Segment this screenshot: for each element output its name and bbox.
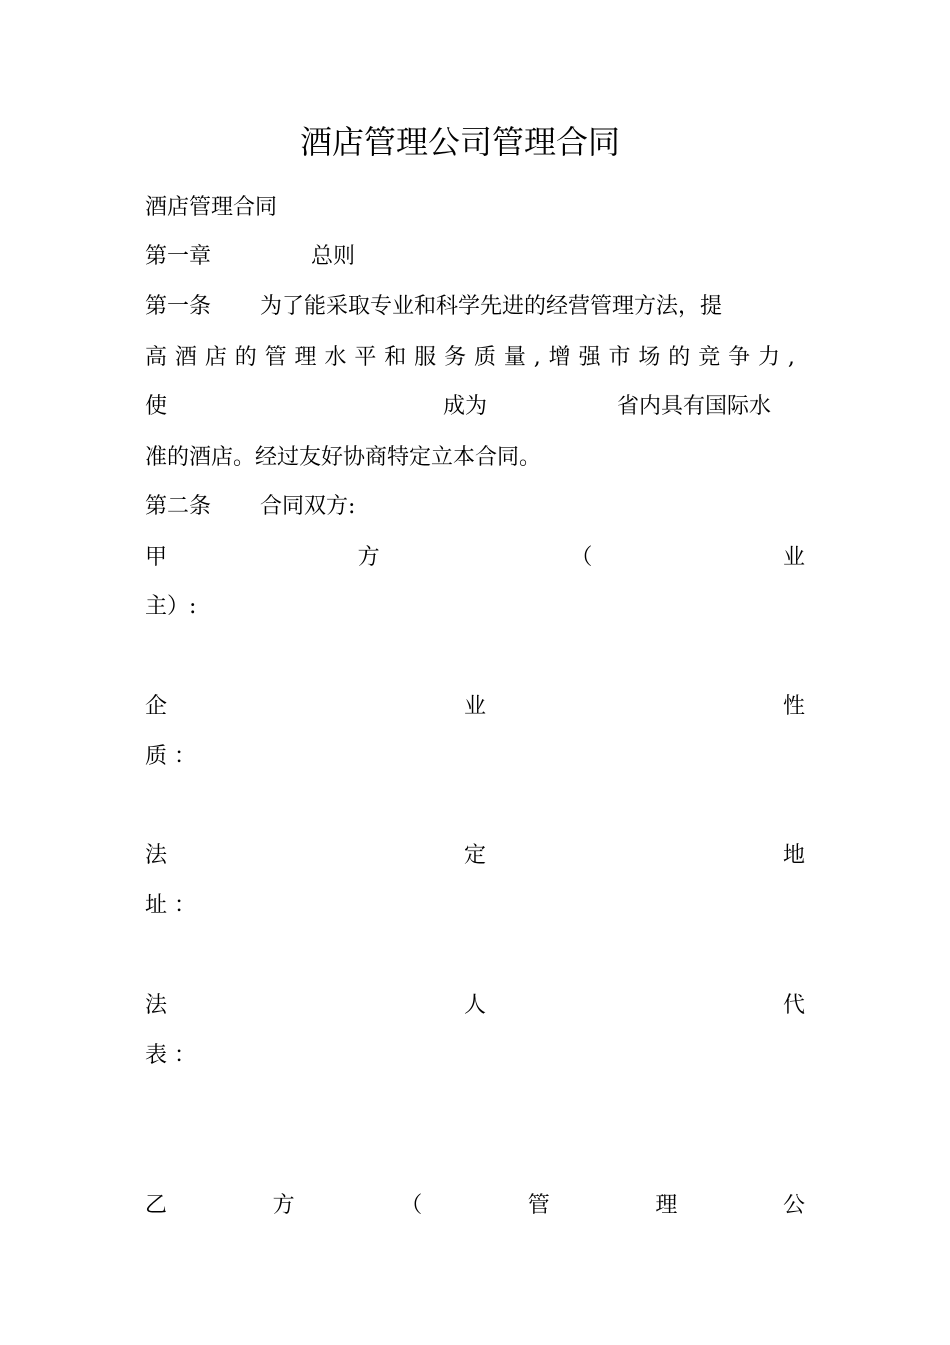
party-a-word: 业 xyxy=(782,545,805,570)
document-title: 酒店管理公司管理合同 xyxy=(300,123,621,161)
nature-cont: 质 ： xyxy=(145,744,196,769)
article1-line2-char: 平 xyxy=(354,345,377,370)
address-cont: 址 ： xyxy=(145,893,196,918)
party-a-word: （ xyxy=(570,545,593,570)
legal-rep-word: 代 xyxy=(782,993,805,1018)
party-a-cont: 主）: xyxy=(145,594,197,619)
article1-line1: 为了能采取专业和科学先进的经营管理方法，提 xyxy=(260,294,723,319)
article1-line2 xyxy=(145,345,795,371)
address-word: 法 xyxy=(145,843,168,868)
article1-line2-char: 量 xyxy=(503,345,526,370)
article1-line2-char: 的 xyxy=(668,345,691,370)
party-a-line xyxy=(145,545,805,571)
party-b-word: 管 xyxy=(527,1193,550,1218)
legal-rep-line xyxy=(145,993,805,1019)
party-b-word: 理 xyxy=(655,1193,678,1218)
article1-line2-char: , xyxy=(533,345,541,370)
legal-rep-cont: 表 ： xyxy=(145,1043,196,1068)
party-b-word: 公 xyxy=(782,1193,805,1218)
article1-line2-char: 酒 xyxy=(174,345,197,370)
legal-rep-word: 人 xyxy=(463,993,486,1018)
article1-line2-char: 力 xyxy=(758,345,781,370)
address-word: 定 xyxy=(463,843,486,868)
party-a-word: 方 xyxy=(357,545,380,570)
article1-line2-char: 管 xyxy=(264,345,287,370)
article1-line2-char: 质 xyxy=(473,345,496,370)
nature-word: 性 xyxy=(782,694,805,719)
article1-line3-a: 使 xyxy=(145,394,168,419)
article1-line3-c: 省内具有国际水 xyxy=(617,394,772,419)
nature-word: 企 xyxy=(145,694,168,719)
article1-line2-char: 市 xyxy=(608,345,631,370)
party-b-line xyxy=(145,1193,805,1219)
article2-text: 合同双方: xyxy=(260,494,356,519)
article1-line2-char: 争 xyxy=(728,345,751,370)
article1-line2-char: 和 xyxy=(384,345,407,370)
document-subtitle: 酒店管理合同 xyxy=(145,195,278,220)
article1-line3-b: 成为 xyxy=(443,394,488,419)
article1-line2-char: 水 xyxy=(324,345,347,370)
article1-line2-char: , xyxy=(787,345,795,370)
article1-label: 第一条 xyxy=(145,294,212,319)
chapter-name: 总则 xyxy=(311,244,356,269)
party-b-word: （ xyxy=(400,1193,423,1218)
article1-line2-char: 竞 xyxy=(698,345,721,370)
article1-line2-char: 务 xyxy=(444,345,467,370)
article1-line2-char: 高 xyxy=(145,345,168,370)
article1-line2-char: 的 xyxy=(234,345,257,370)
legal-rep-word: 法 xyxy=(145,993,168,1018)
address-line xyxy=(145,843,805,869)
article1-line2-char: 场 xyxy=(638,345,661,370)
article1-line2-char: 服 xyxy=(414,345,437,370)
article1-line2-char: 理 xyxy=(294,345,317,370)
chapter-label: 第一章 xyxy=(145,244,212,269)
party-b-word: 乙 xyxy=(145,1193,168,1218)
article1-line4: 准的酒店。经过友好协商特定立本合同。 xyxy=(145,445,542,470)
article2-label: 第二条 xyxy=(145,494,212,519)
party-b-word: 方 xyxy=(272,1193,295,1218)
party-a-word: 甲 xyxy=(145,545,168,570)
nature-line xyxy=(145,694,805,720)
article1-line2-char: 强 xyxy=(578,345,601,370)
article1-line2-char: 增 xyxy=(548,345,571,370)
nature-word: 业 xyxy=(463,694,486,719)
article1-line2-char: 店 xyxy=(204,345,227,370)
address-word: 地 xyxy=(782,843,805,868)
